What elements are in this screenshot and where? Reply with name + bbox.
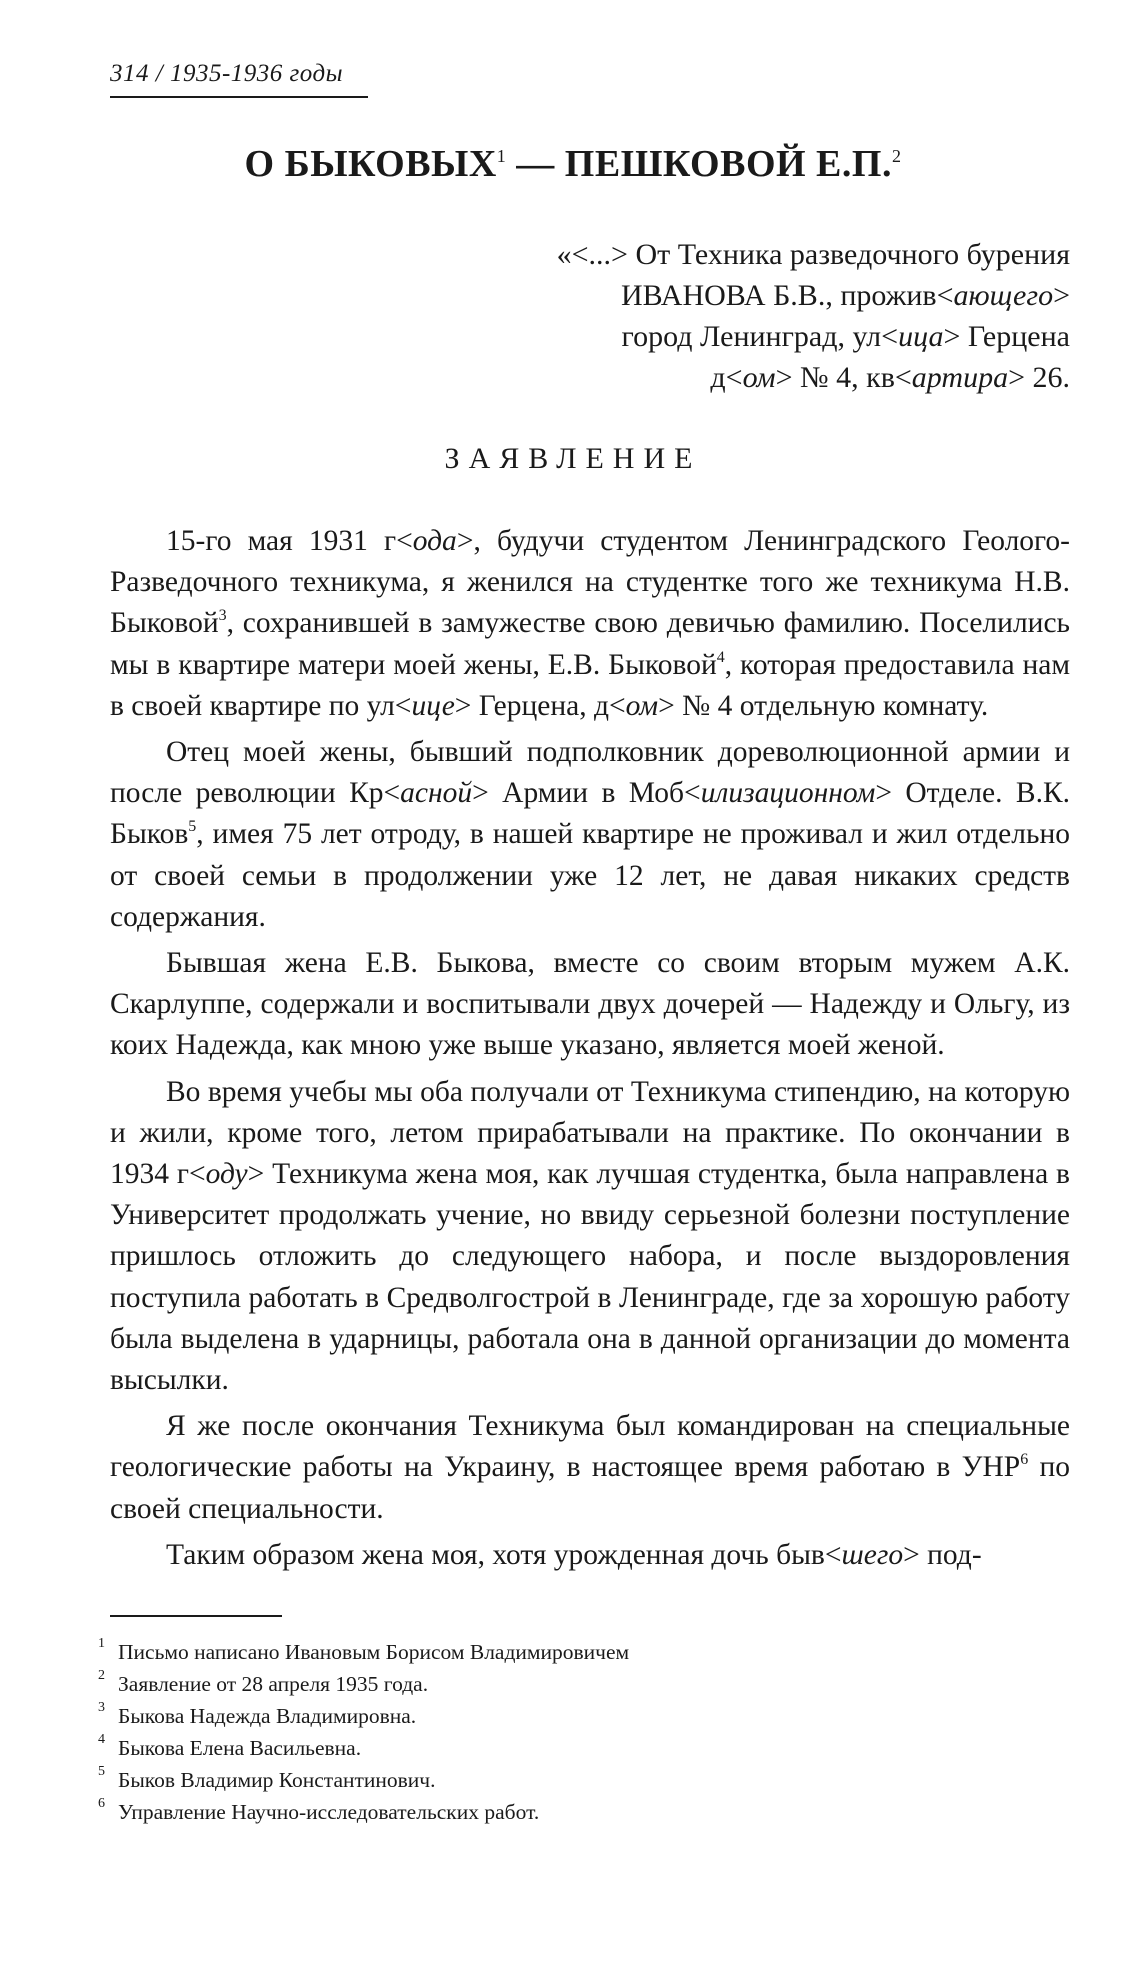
p1-text-e: > Герцена, д<	[454, 689, 626, 722]
footnote-ref-4: 4	[716, 648, 725, 666]
p5-text-a: Я же после окончания Техникума был командирован на специальные геологические работы на Украину, в настоящее время работаю в УНР	[110, 1410, 1070, 1484]
footnote-separator	[110, 1615, 282, 1617]
p1-text-c: , сохранившей в замужестве свою девичью фамилию. Поселились мы в квартире матери моей жены, Е.В. Быковой	[110, 607, 1070, 681]
p1-text-a: 15-го мая 1931 г<	[166, 525, 413, 557]
footnote-3-text: Быкова Надежда Владимировна.	[118, 1704, 417, 1728]
address-line-1-text: «<...> От Техника разведочного бурения	[556, 238, 1070, 271]
title-footnote-ref-1: 1	[496, 146, 507, 166]
running-head-rule	[110, 96, 368, 98]
address-line-3	[470, 316, 1070, 357]
paragraph-2	[110, 732, 1070, 938]
footnote-3: $^3$ Быкова Надежда Владимировна.	[98, 1700, 417, 1728]
p4-text-a: Во время учебы мы оба получали от Техникума стипендию, на которую и жили, кроме того, летом прирабатывали на практике. По окончании в 1934 г<	[110, 1075, 1070, 1191]
p1-text-b: >, будучи студентом Ленинградского Геолого-Разведочного техникума, я женился на студентке того же техникума Н.В. Быковой	[110, 525, 1070, 640]
footnote-5: $^5$ Быков Владимир Константинович.	[98, 1764, 436, 1792]
address-line-4-italic-2: артира	[911, 361, 1009, 394]
statement-body	[110, 521, 1070, 1581]
address-line-4-b: > № 4, кв<	[775, 361, 912, 394]
p6-italic-1: шего	[841, 1538, 904, 1571]
paragraph-4	[110, 1072, 1070, 1402]
p2-text-d: , имея 75 лет отроду, в нашей квартире не проживал и жил отдельно от своей семьи в продолжении уже 12 лет, не давая никаких средств содержания.	[110, 818, 1070, 933]
footnote-2-text: Заявление от 28 апреля 1935 года.	[118, 1672, 429, 1696]
p2-italic-2: илизационном	[700, 777, 876, 810]
footnote-4-text: Быкова Елена Васильевна.	[118, 1736, 362, 1760]
p1-italic-3: ом	[625, 689, 659, 722]
address-line-4-c: > 26.	[1008, 361, 1070, 394]
address-line-3-b: > Герцена	[943, 320, 1070, 353]
statement-heading: ЗАЯВЛЕНИЕ	[444, 442, 702, 475]
footnotes	[98, 1636, 1048, 1828]
footnote-ref-6: 6	[1020, 1451, 1029, 1469]
p1-text-f: > № 4 отдельную комнату.	[658, 689, 989, 722]
paragraph-6	[110, 1535, 1070, 1576]
document-title	[0, 142, 1146, 186]
footnote-4: $^4$ Быкова Елена Васильевна.	[98, 1732, 362, 1760]
p2-text-a: Отец моей жены, бывший подполковник дореволюционной армии и после революции Кр<	[110, 736, 1070, 810]
p4-italic-1: оду	[205, 1158, 248, 1191]
p5-text-b: по своей специальности.	[110, 1451, 1070, 1525]
address-line-2-a: ИВАНОВА Б.В., прожив<	[621, 279, 954, 312]
paragraph-3: Бывшая жена Е.В. Быкова, вместе со своим вторым мужем А.К. Скарлуппе, содержали и воспитывали двух дочерей — Надежду и Ольгу, из коих Надежда, как мною уже выше указано, является моей женой.	[110, 947, 1070, 1062]
p2-text-c: > Отделе. В.К. Быков	[110, 777, 1070, 851]
paragraph-1	[110, 521, 1070, 727]
footnote-5-text: Быков Владимир Константинович.	[118, 1768, 436, 1792]
footnote-2: $^2$ Заявление от 28 апреля 1935 года.	[98, 1668, 429, 1696]
title-part-1: О БЫКОВЫХ	[244, 143, 497, 185]
address-line-3-a: город Ленинград, ул<	[621, 320, 899, 353]
running-head: 314 / 1935-1936 годы	[110, 60, 344, 87]
p1-italic-2: ице	[411, 689, 455, 722]
title-footnote-ref-2: 2	[891, 146, 902, 166]
title-part-2: — ПЕШКОВОЙ Е.П.	[506, 143, 892, 185]
footnote-1-text: Письмо написано Ивановым Борисом Владимировичем	[118, 1640, 630, 1664]
p2-italic-1: асной	[400, 777, 473, 810]
sender-address-block	[470, 234, 1070, 398]
address-line-4-a: д<	[710, 361, 743, 394]
p2-text-b: > Армии в Моб<	[472, 777, 701, 810]
footnote-1: $^1$ Письмо написано Ивановым Борисом Владимировичем	[98, 1636, 630, 1664]
p6-text-b: > под-	[903, 1538, 982, 1571]
address-line-2-italic: ающего	[953, 279, 1054, 312]
footnote-ref-3: 3	[218, 607, 227, 625]
address-line-2	[470, 275, 1070, 316]
p1-italic-1: ода	[412, 525, 457, 557]
footnote-6: $^6$ Управление Научно-исследовательских работ.	[98, 1796, 540, 1824]
address-line-2-b: >	[1053, 279, 1070, 312]
address-line-4-italic-1: ом	[742, 361, 776, 394]
footnote-6-text: Управление Научно-исследовательских работ.	[118, 1800, 540, 1824]
paragraph-5	[110, 1406, 1070, 1530]
address-line-1	[470, 234, 1070, 275]
footnote-ref-5: 5	[188, 818, 197, 836]
p6-text-a: Таким образом жена моя, хотя урожденная дочь быв<	[166, 1538, 842, 1571]
address-line-3-italic: ица	[898, 320, 944, 353]
p1-text-d: , которая предоставила нам в своей квартире по ул<	[110, 648, 1070, 722]
p4-text-b: > Техникума жена моя, как лучшая студентка, была направлена в Университет продолжать учение, но ввиду серьезной болезни поступление пришлось отложить до следующего набора, и после выздоровления поступила работать в Средволгострой в Ленинграде, где за хорошую работу была выделена в ударницы, работала она в данной организации до момента высылки.	[110, 1158, 1070, 1397]
address-line-4	[470, 357, 1070, 398]
